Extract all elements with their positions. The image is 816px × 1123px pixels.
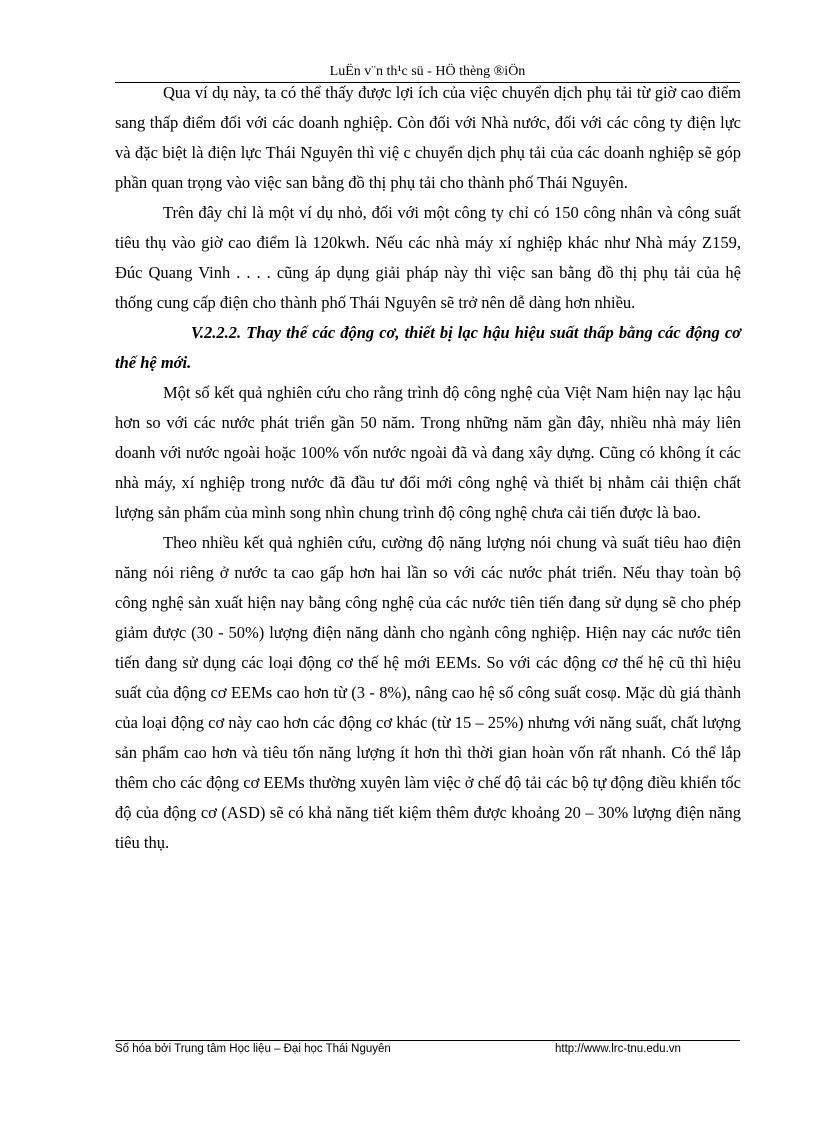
paragraph-2: Trên đây chỉ là một ví dụ nhỏ, đối với một công ty chỉ có 150 công nhân và công suất tiêu thụ vào giờ cao điểm là 120kwh. Nếu các nhà máy xí nghiệp khác như Nhà máy Z159, Đúc Quang Vinh . . . . cũng áp dụng giải pháp này thì việc san bằng đồ thị phụ tải của hệ thống cung cấp điện cho thành phố Thái Nguyên sẽ trở nên dễ dàng hơn nhiều. (115, 203, 741, 312)
paragraph-1: Qua ví dụ này, ta có thể thấy được lợi ích của việc chuyển dịch phụ tải từ giờ cao điểm sang thấp điểm đối với các doanh nghiệp. Còn đối với Nhà nước, đối với các công ty điện lực và đặc biệt là điện lực Thái Nguyên thì việ c chuyển dịch phụ tải của các doanh nghiệp sẽ góp phần quan trọng vào việc san bằng đồ thị phụ tải cho thành phố Thái Nguyên. (115, 83, 741, 192)
footer-divider (115, 1040, 740, 1041)
paragraph-3: Một số kết quả nghiên cứu cho rằng trình độ công nghệ của Việt Nam hiện nay lạc hậu hơn so với các nước phát triển gần 50 năm. Trong những năm gần đây, nhiều nhà máy liên doanh với nước ngoài hoặc 100% vốn nước ngoài đã và đang xây dựng. Cũng có không ít các nhà máy, xí nghiệp trong nước đã đầu tư đổi mới công nghệ và thiết bị nhằm cải thiện chất lượng sản phẩm của mình song nhìn chung trình độ công nghệ chưa cải tiến được là bao. (115, 383, 741, 522)
paragraph-4: Theo nhiều kết quả nghiên cứu, cường độ năng lượng nói chung và suất tiêu hao điện năng nói riêng ở nước ta cao gấp hơn hai lần so với các nước phát triển. Nếu thay toàn bộ công nghệ sản xuất hiện nay bằng công nghệ của các nước tiên tiến đang sử dụng sẽ cho phép giảm được (30 - 50%) lượng điện năng dành cho ngành công nghiệp. Hiện nay các nước tiên tiến đang sử dụng các loại động cơ thế hệ mới EEMs. So với các động cơ thế hệ cũ thì hiệu suất của động cơ EEMs cao hơn từ (3 - 8%), nâng cao hệ số công suất cosφ. Mặc dù giá thành của loại động cơ này cao hơn các động cơ khác (từ 15 – 25%) nhưng với năng suất, chất lượng sản phẩm cao hơn và tiêu tốn năng lượng ít hơn thì thời gian hoàn vốn rất nhanh. Có thể lắp thêm cho các động cơ EEMs thường xuyên làm việc ở chế độ tải các bộ tự động điều khiển tốc độ của động cơ (ASD) sẽ có khả năng tiết kiệm thêm được khoảng 20 – 30% lượng điện năng tiêu thụ. (115, 533, 741, 852)
section-heading: V.2.2.2. Thay thế các động cơ, thiết bị lạc hậu hiệu suất thấp bằng các động cơ thế hệ mới. (115, 323, 741, 372)
page-header: LuËn v¨n th¹c sü - HÖ thèng ®iÖn (329, 64, 526, 79)
footer-source: Số hóa bởi Trung tâm Học liệu – Đại học Thái Nguyên (115, 1043, 391, 1055)
document-body (115, 78, 741, 858)
footer-url: http://www.lrc-tnu.edu.vn (555, 1043, 681, 1055)
